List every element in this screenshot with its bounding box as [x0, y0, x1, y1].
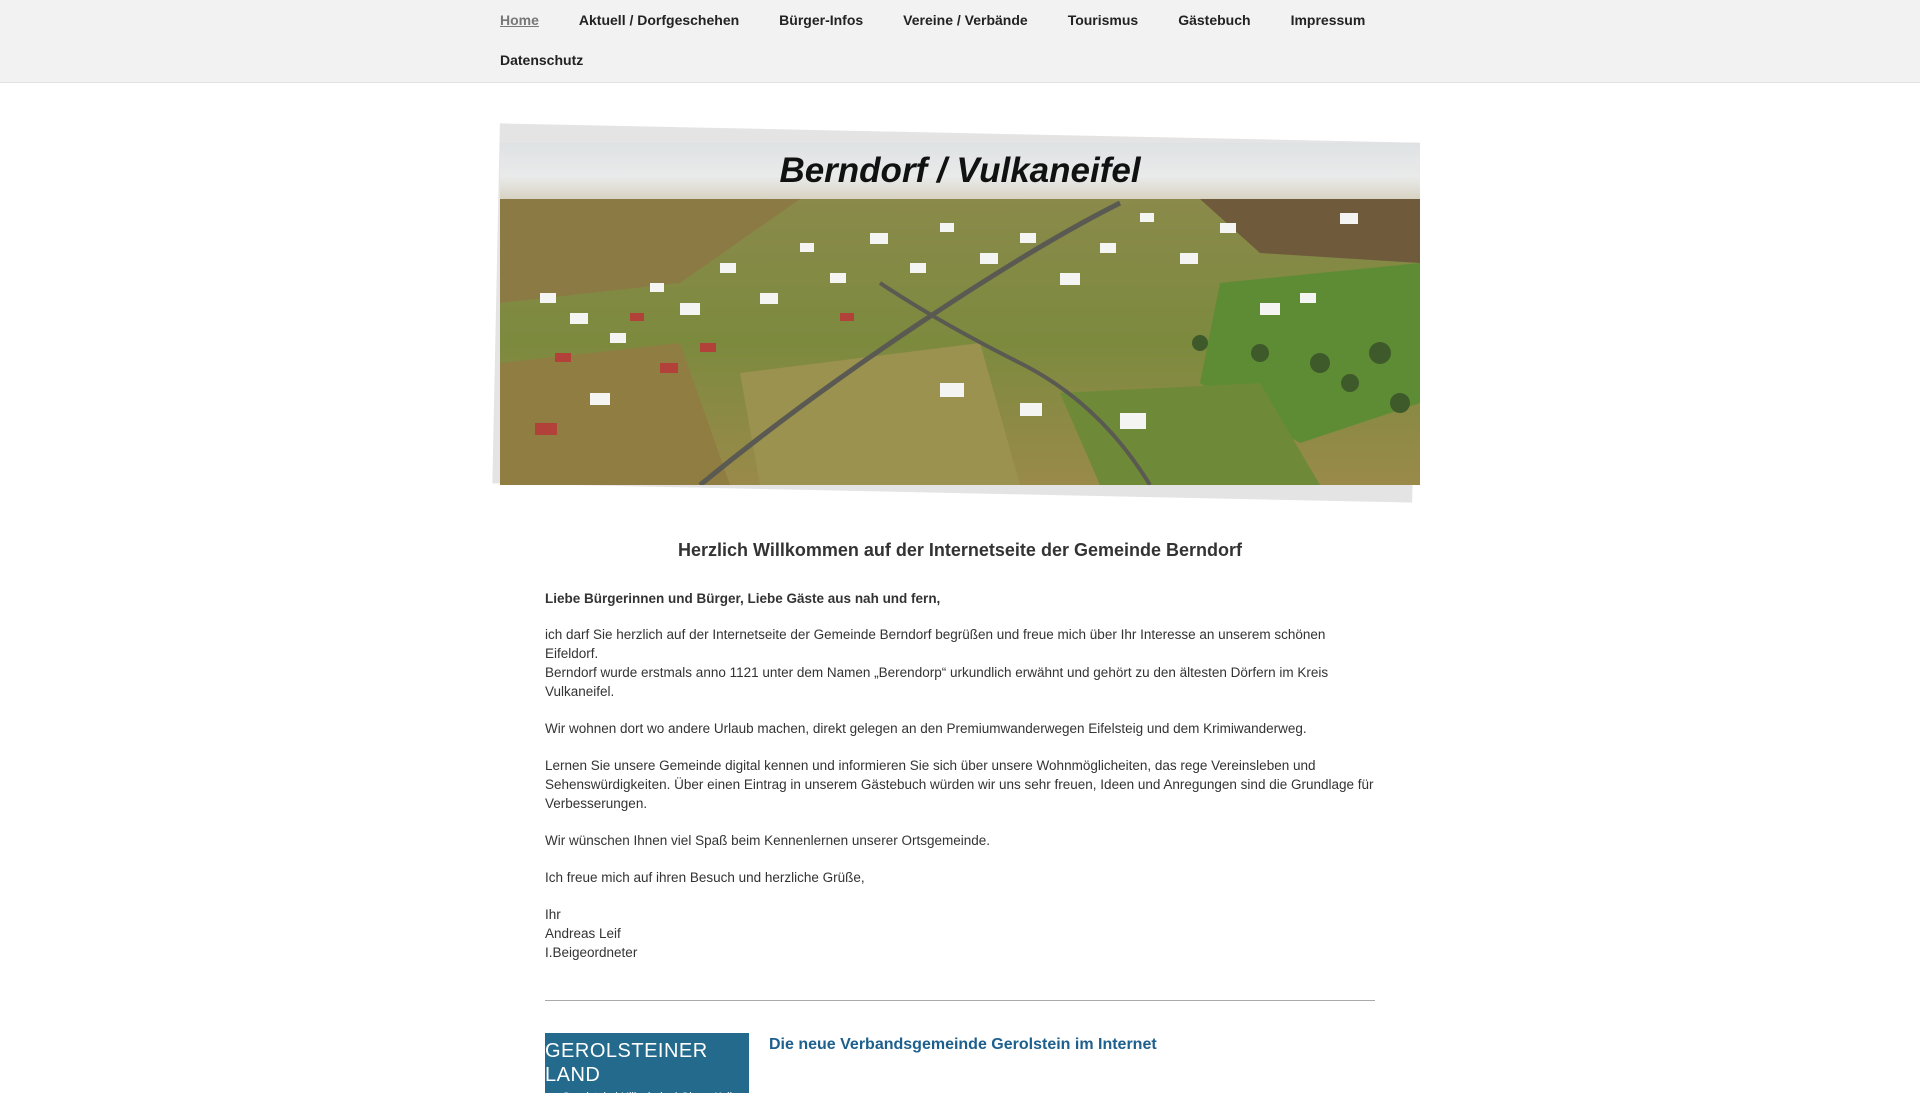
verbandsgemeinde-link[interactable]: Die neue Verbandsgemeinde Gerolstein im Internet: [769, 1036, 1157, 1053]
location-paragraph: Wir wohnen dort wo andere Urlaub machen, direkt gelegen an den Premiumwanderwegen Eifelsteig und dem Krimiwanderweg.: [545, 721, 1307, 736]
nav-item-buerger-infos[interactable]: Bürger-Infos: [779, 12, 864, 28]
nav-item-vereine[interactable]: Vereine / Verbände: [903, 12, 1028, 28]
welcome-heading: Herzlich Willkommen auf der Internetseite der Gemeinde Berndorf: [678, 540, 1242, 560]
nav-item-tourismus[interactable]: Tourismus: [1067, 12, 1139, 28]
intro-paragraph: ich darf Sie herzlich auf der Internetseite der Gemeinde Berndorf begrüßen und freue mich über Ihr Interesse an unserem schönen Eifeldorf.: [545, 627, 1326, 661]
history-paragraph: Berndorf wurde erstmals anno 1121 unter dem Namen „Berendorp“ urkundlich erwähnt und gehört zu den ältesten Dörfern im Kreis Vulkaneifel.: [545, 665, 1329, 699]
nav-row-2: [500, 40, 1400, 80]
signature-role: I.Beigeordneter: [545, 945, 638, 960]
top-navigation: [0, 0, 1920, 83]
verbandsgemeinde-teaser: [545, 1033, 1375, 1103]
gerolsteiner-land-logo[interactable]: [545, 1033, 749, 1103]
village-aerial-photo: [500, 143, 1420, 485]
nav-item-home[interactable]: Home: [500, 12, 539, 28]
discover-paragraph: Lernen Sie unsere Gemeinde digital kennen und informieren Sie sich über unsere Wohnmöglicheiten, das rege Vereinsleben und Sehenswürdigkeiten. Über einen Eintrag in unserem Gästebuch würden wir uns sehr freuen, Ideen und Anregungen sind die Grundlage für Verbesserungen.: [545, 758, 1374, 811]
nav-item-datenschutz[interactable]: Datenschutz: [500, 52, 584, 68]
nav-item-impressum[interactable]: Impressum: [1290, 12, 1366, 28]
logo-subtitle: Gerolstein | Hillesheim | Obere Kyll: [561, 1091, 733, 1103]
greeting: Liebe Bürgerinnen und Bürger, Liebe Gäste aus nah und fern,: [545, 591, 941, 606]
nav-menu: [500, 0, 1400, 80]
nav-item-aktuell[interactable]: Aktuell / Dorfgeschehen: [578, 12, 740, 28]
header-banner: [476, 125, 1436, 505]
main-content: [545, 540, 1375, 1103]
nav-row-1: [500, 0, 1400, 40]
wishes-paragraph: Wir wünschen Ihnen viel Spaß beim Kennenlernen unserer Ortsgemeinde.: [545, 833, 990, 848]
signature-name: Andreas Leif: [545, 926, 621, 941]
nav-item-gaestebuch[interactable]: Gästebuch: [1178, 12, 1251, 28]
logo-title: GEROLSTEINER LAND: [545, 1040, 708, 1086]
signature-ihr: Ihr: [545, 907, 561, 922]
section-divider: [545, 1000, 1375, 1001]
regards-paragraph: Ich freue mich auf ihren Besuch und herzliche Grüße,: [545, 870, 865, 885]
site-title: Berndorf / Vulkaneifel: [779, 151, 1141, 190]
